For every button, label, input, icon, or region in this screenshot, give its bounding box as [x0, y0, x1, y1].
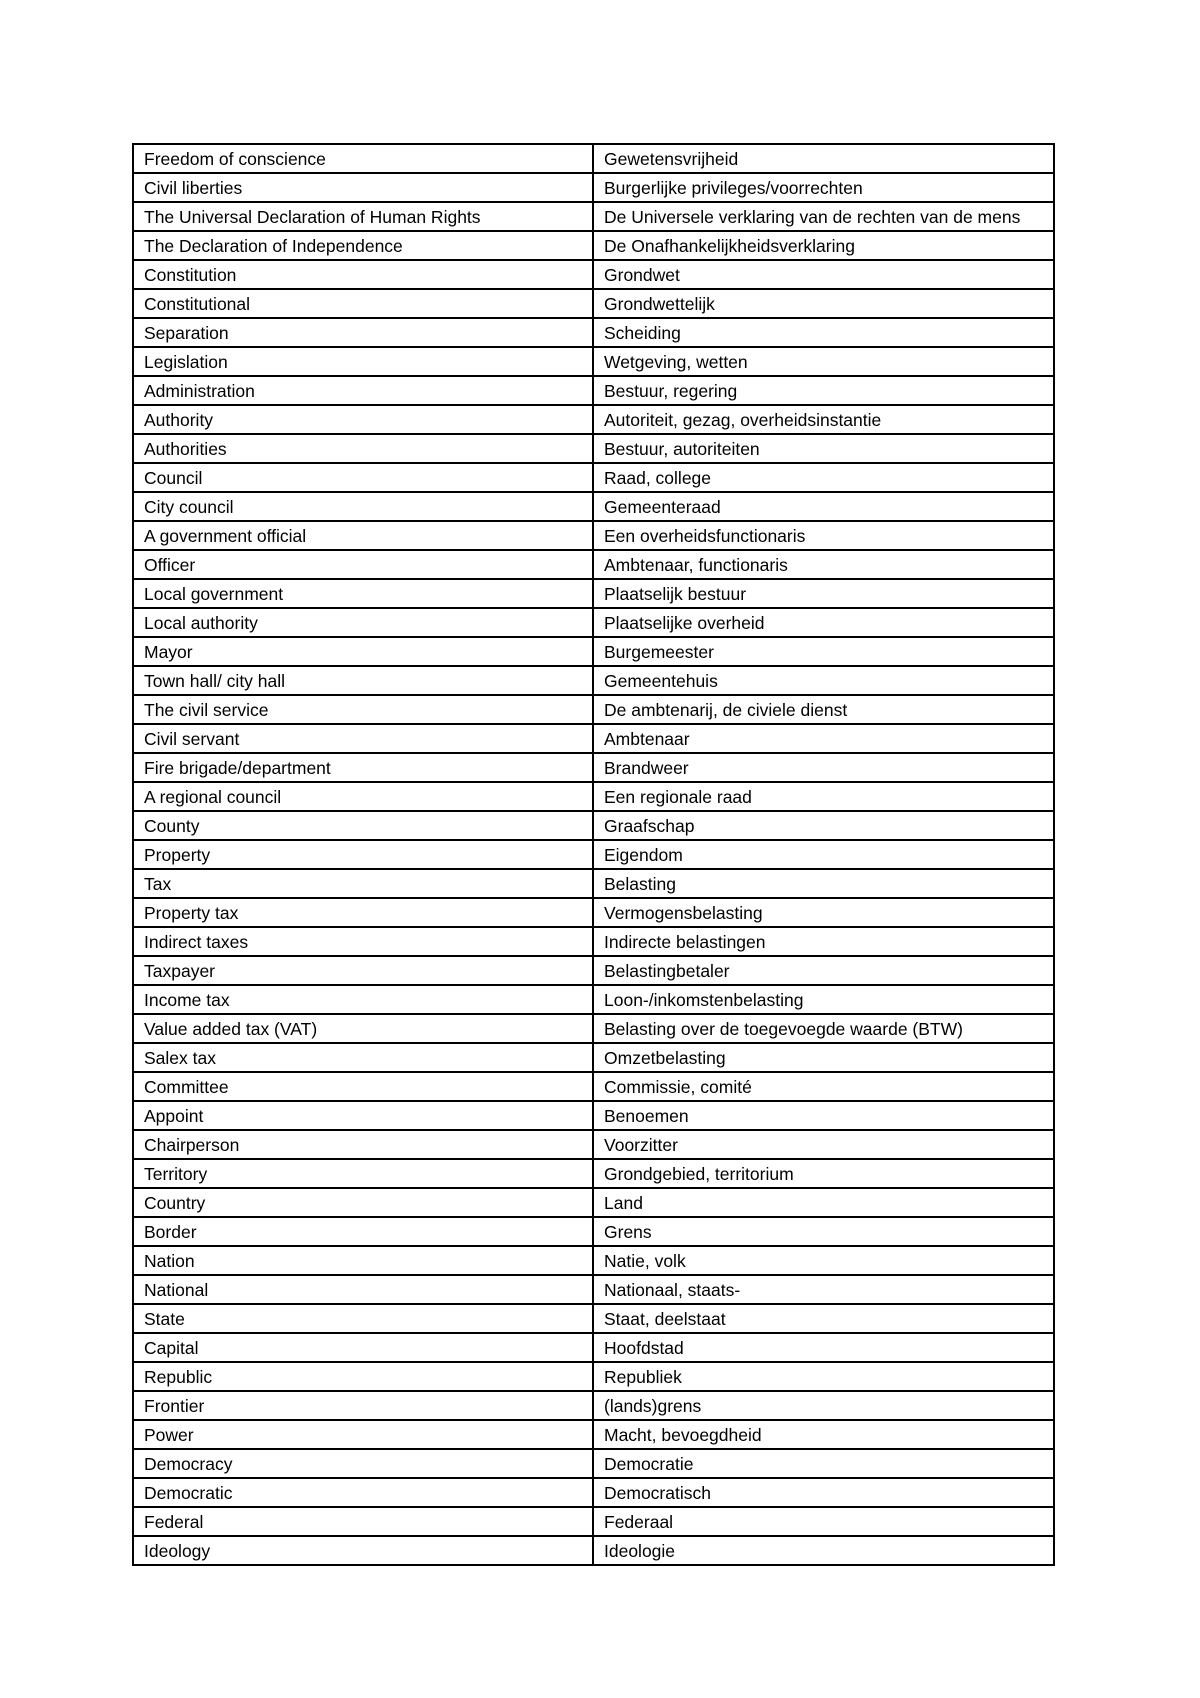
table-row [133, 1420, 1054, 1449]
term-dutch: Gewetensvrijheid [593, 144, 1054, 173]
term-dutch: Grondwet [593, 260, 1054, 289]
term-english: Property tax [133, 898, 593, 927]
term-dutch: Bestuur, autoriteiten [593, 434, 1054, 463]
term-dutch: Raad, college [593, 463, 1054, 492]
table-row [133, 550, 1054, 579]
term-english: Council [133, 463, 593, 492]
term-dutch: Bestuur, regering [593, 376, 1054, 405]
table-row [133, 1449, 1054, 1478]
table-row [133, 405, 1054, 434]
table-row [133, 666, 1054, 695]
term-english: State [133, 1304, 593, 1333]
term-english: Income tax [133, 985, 593, 1014]
term-dutch: Macht, bevoegdheid [593, 1420, 1054, 1449]
term-dutch: Vermogensbelasting [593, 898, 1054, 927]
glossary-table [132, 143, 1055, 1566]
term-english: Federal [133, 1507, 593, 1536]
term-dutch: (lands)grens [593, 1391, 1054, 1420]
table-row [133, 898, 1054, 927]
term-dutch: Ideologie [593, 1536, 1054, 1565]
term-dutch: Plaatselijk bestuur [593, 579, 1054, 608]
term-english: Republic [133, 1362, 593, 1391]
table-row [133, 608, 1054, 637]
term-dutch: Gemeenteraad [593, 492, 1054, 521]
term-english: Chairperson [133, 1130, 593, 1159]
term-dutch: Grens [593, 1217, 1054, 1246]
term-english: The civil service [133, 695, 593, 724]
table-row [133, 376, 1054, 405]
term-dutch: Belastingbetaler [593, 956, 1054, 985]
table-row [133, 1536, 1054, 1565]
term-english: Capital [133, 1333, 593, 1362]
table-row [133, 637, 1054, 666]
term-english: The Universal Declaration of Human Rights [133, 202, 593, 231]
term-english: Town hall/ city hall [133, 666, 593, 695]
table-row [133, 260, 1054, 289]
term-dutch: Land [593, 1188, 1054, 1217]
table-row [133, 927, 1054, 956]
table-row [133, 1304, 1054, 1333]
term-english: City council [133, 492, 593, 521]
term-dutch: Burgerlijke privileges/voorrechten [593, 173, 1054, 202]
term-dutch: Grondgebied, territorium [593, 1159, 1054, 1188]
term-dutch: Grondwettelijk [593, 289, 1054, 318]
term-dutch: Brandweer [593, 753, 1054, 782]
term-dutch: Hoofdstad [593, 1333, 1054, 1362]
term-english: Power [133, 1420, 593, 1449]
term-dutch: Omzetbelasting [593, 1043, 1054, 1072]
term-dutch: Scheiding [593, 318, 1054, 347]
table-row [133, 956, 1054, 985]
term-english: Mayor [133, 637, 593, 666]
term-english: Legislation [133, 347, 593, 376]
term-dutch: Federaal [593, 1507, 1054, 1536]
term-english: Border [133, 1217, 593, 1246]
term-dutch: Democratisch [593, 1478, 1054, 1507]
table-row [133, 753, 1054, 782]
term-dutch: Republiek [593, 1362, 1054, 1391]
term-english: National [133, 1275, 593, 1304]
term-english: The Declaration of Independence [133, 231, 593, 260]
term-english: Constitutional [133, 289, 593, 318]
table-row [133, 492, 1054, 521]
term-dutch: Benoemen [593, 1101, 1054, 1130]
term-dutch: De ambtenarij, de civiele dienst [593, 695, 1054, 724]
table-row [133, 318, 1054, 347]
table-row [133, 347, 1054, 376]
table-row [133, 434, 1054, 463]
term-dutch: De Universele verklaring van de rechten van de mens [593, 202, 1054, 231]
term-dutch: Democratie [593, 1449, 1054, 1478]
term-english: Local government [133, 579, 593, 608]
term-dutch: Indirecte belastingen [593, 927, 1054, 956]
term-english: Appoint [133, 1101, 593, 1130]
term-english: Country [133, 1188, 593, 1217]
table-row [133, 840, 1054, 869]
table-row [133, 1188, 1054, 1217]
table-row [133, 1159, 1054, 1188]
term-english: Officer [133, 550, 593, 579]
term-english: Value added tax (VAT) [133, 1014, 593, 1043]
term-dutch: Nationaal, staats- [593, 1275, 1054, 1304]
table-row [133, 173, 1054, 202]
term-english: Freedom of conscience [133, 144, 593, 173]
table-row [133, 289, 1054, 318]
table-row [133, 1130, 1054, 1159]
term-english: Committee [133, 1072, 593, 1101]
term-english: County [133, 811, 593, 840]
table-row [133, 521, 1054, 550]
term-dutch: Autoriteit, gezag, overheidsinstantie [593, 405, 1054, 434]
term-english: Fire brigade/department [133, 753, 593, 782]
table-row [133, 782, 1054, 811]
term-english: Constitution [133, 260, 593, 289]
term-english: Administration [133, 376, 593, 405]
term-dutch: Gemeentehuis [593, 666, 1054, 695]
table-row [133, 1072, 1054, 1101]
table-row [133, 985, 1054, 1014]
table-row [133, 1043, 1054, 1072]
term-dutch: Eigendom [593, 840, 1054, 869]
term-english: Frontier [133, 1391, 593, 1420]
term-english: Tax [133, 869, 593, 898]
term-dutch: Plaatselijke overheid [593, 608, 1054, 637]
term-english: Territory [133, 1159, 593, 1188]
term-dutch: Voorzitter [593, 1130, 1054, 1159]
term-english: Separation [133, 318, 593, 347]
term-dutch: Staat, deelstaat [593, 1304, 1054, 1333]
table-row [133, 869, 1054, 898]
table-row [133, 463, 1054, 492]
term-english: Indirect taxes [133, 927, 593, 956]
term-english: Local authority [133, 608, 593, 637]
term-dutch: De Onafhankelijkheidsverklaring [593, 231, 1054, 260]
term-dutch: Commissie, comité [593, 1072, 1054, 1101]
term-english: Democracy [133, 1449, 593, 1478]
table-row [133, 202, 1054, 231]
table-row [133, 1391, 1054, 1420]
table-row [133, 1507, 1054, 1536]
term-english: Civil servant [133, 724, 593, 753]
table-row [133, 724, 1054, 753]
term-english: Democratic [133, 1478, 593, 1507]
term-english: Property [133, 840, 593, 869]
term-dutch: Belasting [593, 869, 1054, 898]
term-english: Salex tax [133, 1043, 593, 1072]
term-english: Authorities [133, 434, 593, 463]
table-row [133, 579, 1054, 608]
term-dutch: Burgemeester [593, 637, 1054, 666]
table-row [133, 695, 1054, 724]
term-dutch: Een regionale raad [593, 782, 1054, 811]
term-dutch: Ambtenaar, functionaris [593, 550, 1054, 579]
term-english: Authority [133, 405, 593, 434]
term-dutch: Graafschap [593, 811, 1054, 840]
term-english: Taxpayer [133, 956, 593, 985]
table-row [133, 811, 1054, 840]
term-english: Civil liberties [133, 173, 593, 202]
table-row [133, 231, 1054, 260]
term-english: Ideology [133, 1536, 593, 1565]
table-row [133, 144, 1054, 173]
table-row [133, 1101, 1054, 1130]
table-row [133, 1217, 1054, 1246]
table-row [133, 1478, 1054, 1507]
term-english: Nation [133, 1246, 593, 1275]
term-dutch: Natie, volk [593, 1246, 1054, 1275]
term-english: A government official [133, 521, 593, 550]
glossary-body [133, 144, 1054, 1565]
table-row [133, 1014, 1054, 1043]
table-row [133, 1246, 1054, 1275]
table-row [133, 1362, 1054, 1391]
term-dutch: Ambtenaar [593, 724, 1054, 753]
table-row [133, 1275, 1054, 1304]
term-dutch: Wetgeving, wetten [593, 347, 1054, 376]
term-dutch: Belasting over de toegevoegde waarde (BTW) [593, 1014, 1054, 1043]
table-row [133, 1333, 1054, 1362]
term-dutch: Een overheidsfunctionaris [593, 521, 1054, 550]
term-dutch: Loon-/inkomstenbelasting [593, 985, 1054, 1014]
term-english: A regional council [133, 782, 593, 811]
